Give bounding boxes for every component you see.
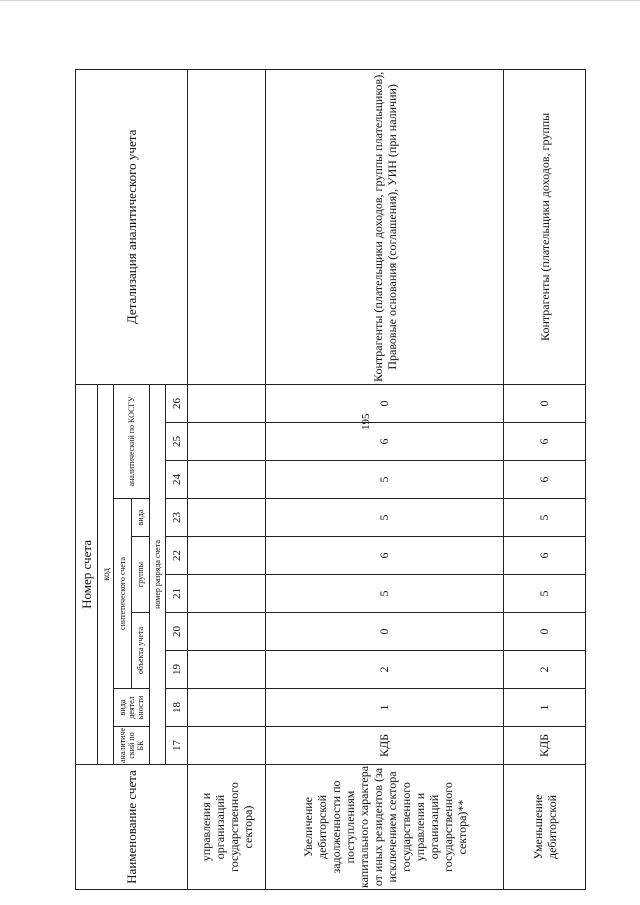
row-1-v25: 6 <box>266 423 504 461</box>
accounts-table <box>75 69 586 890</box>
row-2-v21: 5 <box>504 575 586 613</box>
row-0-v22 <box>188 537 266 575</box>
row-2-v18: 1 <box>504 689 586 727</box>
row-2-name: Уменьшение дебиторской <box>504 765 586 890</box>
row-1-v22: 6 <box>266 537 504 575</box>
row-1-v21: 5 <box>266 575 504 613</box>
digit-25: 25 <box>166 423 188 461</box>
row-2-v24: 6 <box>504 461 586 499</box>
digit-18: 18 <box>166 689 188 727</box>
row-0-v20 <box>188 613 266 651</box>
page-number: 195 <box>360 413 372 430</box>
header-code: код <box>98 384 114 764</box>
header-account-number: Номер счета <box>76 384 98 764</box>
header-activity-type: вида деятел ьности <box>114 689 150 727</box>
digit-24: 24 <box>166 461 188 499</box>
document-sheet <box>75 70 585 890</box>
row-0-v24 <box>188 461 266 499</box>
row-0-v23 <box>188 499 266 537</box>
header-synthetic: синтетического счета <box>114 499 132 689</box>
digit-19: 19 <box>166 651 188 689</box>
header-group: группы <box>132 537 150 613</box>
digit-23: 23 <box>166 499 188 537</box>
digit-20: 20 <box>166 613 188 651</box>
row-0-v17 <box>188 727 266 765</box>
row-2-v26: 0 <box>504 384 586 422</box>
header-object: объекта учета <box>132 613 150 689</box>
row-2-v23: 5 <box>504 499 586 537</box>
header-analytic-kosgu: аналитический по КОСГУ <box>114 384 150 498</box>
row-2-v17: КДБ <box>504 727 586 765</box>
row-1-v17: КДБ <box>266 727 504 765</box>
digit-26: 26 <box>166 384 188 422</box>
header-kind: вида <box>132 499 150 537</box>
row-1-v23: 5 <box>266 499 504 537</box>
rotated-table-wrapper <box>75 70 585 890</box>
row-0-v26 <box>188 384 266 422</box>
row-0-v25 <box>188 423 266 461</box>
row-2-v22: 6 <box>504 537 586 575</box>
row-0-v19 <box>188 651 266 689</box>
row-2-v19: 2 <box>504 651 586 689</box>
scan-edge-line <box>0 0 640 1</box>
header-digit-number: номер разряда счета <box>150 384 166 764</box>
row-1-v18: 1 <box>266 689 504 727</box>
row-1-v19: 2 <box>266 651 504 689</box>
header-analytic-bk: аналитиче ский по БК <box>114 727 150 765</box>
row-2-detail: Контрагенты (плательщики доходов, группы <box>504 69 586 384</box>
row-0-v18 <box>188 689 266 727</box>
digit-17: 17 <box>166 727 188 765</box>
header-detail: Детализация аналитического учета <box>76 69 188 384</box>
row-2-v25: 6 <box>504 423 586 461</box>
digit-21: 21 <box>166 575 188 613</box>
row-1-name: Увеличение дебиторской задолженности по поступлениям капитального характера от иных резидентов (за исключением сектора государственного управления и организаций государственного сектора)** <box>266 765 504 890</box>
row-2-v20: 0 <box>504 613 586 651</box>
row-0-name: управления и организаций государственного сектора) <box>188 765 266 890</box>
row-1-v24: 5 <box>266 461 504 499</box>
row-1-v20: 0 <box>266 613 504 651</box>
header-name: Наименование счета <box>76 765 188 890</box>
row-0-detail <box>188 69 266 384</box>
row-0-v21 <box>188 575 266 613</box>
row-1-detail: Контрагенты (плательщики доходов, группы плательщиков), Правовые основания (соглашения), УИН (при наличии) <box>266 69 504 384</box>
digit-22: 22 <box>166 537 188 575</box>
row-1-v26: 0 <box>266 384 504 422</box>
